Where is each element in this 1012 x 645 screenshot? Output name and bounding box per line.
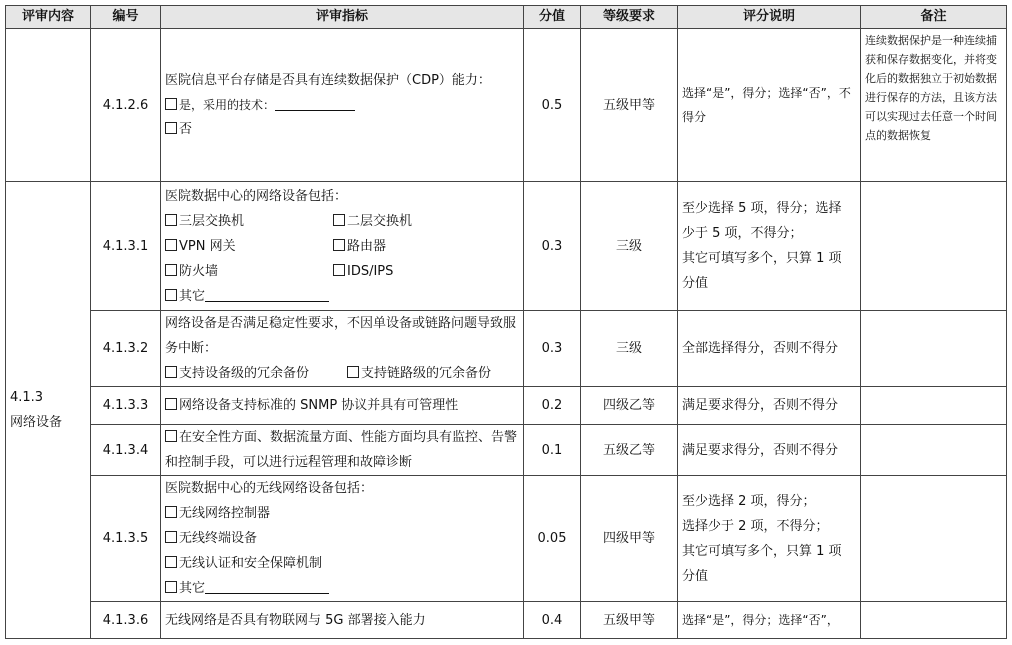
option-label: 其它 — [179, 288, 206, 304]
option-label: 支持链路级的冗余备份 — [361, 366, 492, 381]
table-row — [6, 29, 1007, 182]
option-label: 支持设备级的冗余备份 — [179, 366, 310, 381]
option-label: 是，采用的技术： — [179, 98, 276, 112]
row-code: 4.1.3.3 — [91, 387, 161, 425]
row-note-empty — [861, 311, 1007, 387]
option-label: 否 — [179, 122, 193, 137]
option-item[interactable] — [165, 234, 333, 259]
explain-line: 至少选择 2 项，得分； — [682, 493, 816, 509]
option-yes[interactable] — [165, 93, 519, 117]
row-code: 4.1.2.6 — [91, 29, 161, 182]
option-label: 无线终端设备 — [179, 531, 258, 546]
option-row — [165, 259, 519, 284]
table-row — [6, 476, 1007, 602]
indicator-question: 网络设备是否满足稳定性要求，不因单设备或链路问题导致服务中断： — [165, 316, 517, 356]
option-label: VPN 网关 — [179, 238, 236, 254]
row-note-empty — [861, 387, 1007, 425]
row-explain: 满足要求得分，否则不得分 — [678, 425, 861, 476]
option-row — [165, 209, 519, 234]
explain-line: 其它可填写多个，只算 1 项 — [682, 251, 842, 266]
checkbox[interactable] — [165, 366, 177, 378]
indicator-question: 在安全性方面、数据流量方面、性能方面均具有监控、告警和控制手段，可以进行远程管理和故障诊断 — [165, 430, 518, 470]
table-row — [6, 602, 1007, 639]
indicator-question: 医院数据中心的无线网络设备包括： — [165, 481, 374, 496]
row-code: 4.1.3.4 — [91, 425, 161, 476]
checkbox[interactable] — [333, 214, 345, 226]
option-no[interactable] — [165, 117, 519, 142]
content-cell-empty — [6, 29, 91, 182]
option-item[interactable] — [333, 209, 412, 234]
row-code: 4.1.3.5 — [91, 476, 161, 602]
header-content: 评审内容 — [6, 6, 91, 29]
row-score: 0.1 — [524, 425, 581, 476]
fill-blank[interactable] — [205, 287, 329, 302]
row-explain: 选择“是”，得分；选择“否”， — [678, 602, 861, 639]
checkbox[interactable] — [165, 98, 177, 110]
evaluation-table — [5, 5, 1007, 639]
indicator-cell — [161, 182, 524, 311]
option-item[interactable] — [165, 209, 333, 234]
row-score: 0.3 — [524, 182, 581, 311]
indicator-question: 无线网络是否具有物联网与 5G 部署接入能力 — [161, 602, 524, 639]
row-explain — [678, 476, 861, 602]
option-item[interactable] — [165, 551, 519, 576]
row-explain: 满足要求得分，否则不得分 — [678, 387, 861, 425]
row-level: 五级甲等 — [581, 602, 678, 639]
option-item[interactable] — [165, 526, 519, 551]
row-score: 0.05 — [524, 476, 581, 602]
option-other[interactable] — [165, 284, 519, 309]
section-cell — [6, 182, 91, 639]
indicator-question: 医院信息平台存储是否具有连续数据保护（CDP）能力： — [165, 73, 491, 88]
checkbox[interactable] — [165, 289, 177, 301]
row-score: 0.4 — [524, 602, 581, 639]
option-other[interactable] — [165, 576, 519, 601]
row-level: 四级甲等 — [581, 476, 678, 602]
option-label: 无线认证和安全保障机制 — [179, 556, 323, 571]
row-code: 4.1.3.6 — [91, 602, 161, 639]
checkbox[interactable] — [165, 122, 177, 134]
row-explain: 全部选择得分，否则不得分 — [678, 311, 861, 387]
option-label: 无线网络控制器 — [179, 506, 271, 521]
row-note-empty — [861, 182, 1007, 311]
indicator-cell — [161, 476, 524, 602]
explain-line: 分值 — [682, 276, 709, 291]
row-level: 五级甲等 — [581, 29, 678, 182]
checkbox[interactable] — [165, 581, 177, 593]
option-label: 二层交换机 — [347, 213, 413, 229]
header-note: 备注 — [861, 6, 1007, 29]
row-code: 4.1.3.1 — [91, 182, 161, 311]
option-item[interactable] — [165, 259, 333, 284]
row-note-empty — [861, 476, 1007, 602]
checkbox[interactable] — [165, 430, 177, 442]
checkbox[interactable] — [165, 398, 177, 410]
checkbox[interactable] — [347, 366, 359, 378]
header-indicator: 评审指标 — [161, 6, 524, 29]
option-item[interactable] — [165, 361, 347, 386]
row-score: 0.3 — [524, 311, 581, 387]
row-explain: 选择“是”，得分；选择“否”，不得分 — [678, 29, 861, 182]
explain-line: 选择少于 2 项，不得分； — [682, 518, 829, 534]
row-score: 0.2 — [524, 387, 581, 425]
checkbox[interactable] — [165, 531, 177, 543]
section-code: 4.1.3 — [10, 390, 44, 405]
row-note: 连续数据保护是一种连续捕获和保存数据变化，并将变化后的数据独立于初始数据进行保存的方法，且该方法可以实现过去任意一个时间点的数据恢复 — [861, 29, 1007, 182]
row-level: 四级乙等 — [581, 387, 678, 425]
option-label: 路由器 — [347, 238, 387, 254]
explain-line: 分值 — [682, 568, 709, 584]
checkbox[interactable] — [333, 264, 345, 276]
option-label: 三层交换机 — [179, 213, 245, 229]
option-label: IDS/IPS — [347, 263, 394, 279]
option-item[interactable] — [347, 361, 491, 386]
option-item[interactable] — [333, 259, 393, 284]
row-explain — [678, 182, 861, 311]
indicator-cell[interactable] — [161, 425, 524, 476]
indicator-question: 网络设备支持标准的 SNMP 协议并具有可管理性 — [179, 398, 459, 413]
checkbox[interactable] — [333, 239, 345, 251]
option-item[interactable] — [333, 234, 386, 259]
option-item[interactable] — [165, 501, 519, 526]
option-row — [165, 361, 519, 386]
table-row — [6, 425, 1007, 476]
explain-line: 至少选择 5 项，得分；选择 — [682, 201, 842, 216]
checkbox[interactable] — [165, 214, 177, 226]
row-note-empty — [861, 602, 1007, 639]
checkbox[interactable] — [165, 264, 177, 276]
indicator-question: 医院数据中心的网络设备包括： — [165, 188, 348, 204]
option-row — [165, 234, 519, 259]
header-code: 编号 — [91, 6, 161, 29]
table-row — [6, 387, 1007, 425]
fill-blank[interactable] — [205, 579, 329, 594]
indicator-cell[interactable] — [161, 387, 524, 425]
fill-blank[interactable] — [275, 96, 355, 111]
table-row — [6, 182, 1007, 311]
section-name: 网络设备 — [10, 415, 63, 430]
explain-line: 其它可填写多个，只算 1 项 — [682, 543, 842, 559]
checkbox[interactable] — [165, 506, 177, 518]
header-level: 等级要求 — [581, 6, 678, 29]
table-row — [6, 311, 1007, 387]
indicator-cell — [161, 311, 524, 387]
header-explain: 评分说明 — [678, 6, 861, 29]
row-code: 4.1.3.2 — [91, 311, 161, 387]
row-level: 三级 — [581, 182, 678, 311]
option-label: 其它 — [179, 581, 206, 596]
checkbox[interactable] — [165, 239, 177, 251]
header-score: 分值 — [524, 6, 581, 29]
row-note-empty — [861, 425, 1007, 476]
row-score: 0.5 — [524, 29, 581, 182]
option-label: 防火墙 — [179, 263, 219, 279]
indicator-cell — [161, 29, 524, 182]
header-row — [6, 6, 1007, 29]
explain-line: 少于 5 项，不得分； — [682, 226, 803, 241]
checkbox[interactable] — [165, 556, 177, 568]
row-level: 五级乙等 — [581, 425, 678, 476]
row-level: 三级 — [581, 311, 678, 387]
